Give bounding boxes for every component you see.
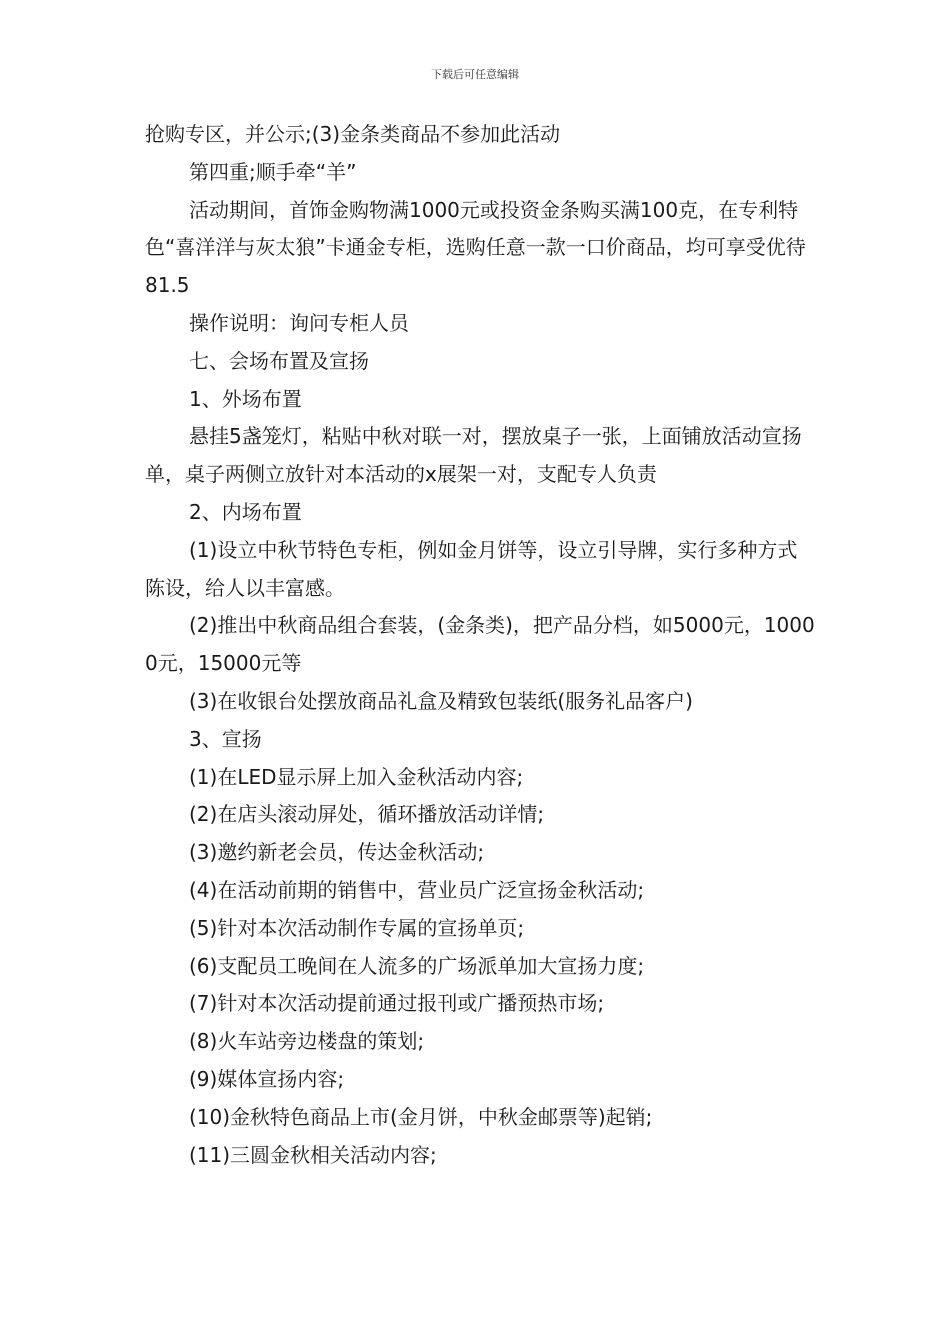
promotion-item-4: (4)在活动前期的销售中，营业员广泛宣扬金秋活动; (189, 877, 645, 902)
promotion-item-3: (3)邀约新老会员，传达金秋活动; (189, 840, 485, 865)
paragraph-3: 活动期间，首饰金购物满1000元或投资金条购买满100克，在专利特色“喜洋洋与灰太狼”卡通金专柜，选购任意一款一口价商品，均可享受优待81.5 (145, 197, 806, 298)
promotion-item-11: (11)三圆金秋相关活动内容; (189, 1142, 437, 1167)
paragraph-4: 操作说明：询问专柜人员 (189, 310, 409, 335)
indoor-item-3: (3)在收银台处摆放商品礼盒及精致包装纸(服务礼品客户) (189, 688, 693, 713)
paragraph-outdoor: 悬挂5盏笼灯，粘贴中秋对联一对，摆放桌子一张，上面铺放活动宣扬单，桌子两侧立放针对本活动的x展架一对，支配专人负责 (145, 424, 802, 487)
promotion-item-10: (10)金秋特色商品上市(金月饼，中秋金邮票等)起销; (189, 1104, 653, 1129)
subheading-promotion: 3、宣扬 (189, 726, 262, 751)
indoor-item-1: (1)设立中秋节特色专柜，例如金月饼等，设立引导牌，实行多种方式陈设，给人以丰富感。 (145, 537, 798, 600)
document-body (145, 116, 817, 1174)
subheading-outdoor: 1、外场布置 (189, 386, 302, 411)
promotion-item-8: (8)火车站旁边楼盘的策划; (189, 1029, 425, 1054)
page-header: 下载后可任意编辑 (431, 68, 519, 81)
paragraph-2: 第四重;顺手牵“羊” (189, 159, 357, 184)
promotion-item-2: (2)在店头滚动屏处，循环播放活动详情; (189, 802, 545, 827)
promotion-item-1: (1)在LED显示屏上加入金秋活动内容; (189, 764, 524, 789)
promotion-item-7: (7)针对本次活动提前通过报刊或广播预热市场; (189, 991, 605, 1016)
section-heading-7: 七、会场布置及宣扬 (189, 348, 369, 373)
subheading-indoor: 2、内场布置 (189, 499, 302, 524)
paragraph-1: 抢购专区，并公示;(3)金条类商品不参加此活动 (145, 122, 561, 146)
indoor-item-2: (2)推出中秋商品组合套装，(金条类)，把产品分档，如5000元，10000元，15000元等 (145, 613, 815, 676)
promotion-item-5: (5)针对本次活动制作专属的宣扬单页; (189, 915, 525, 940)
promotion-item-6: (6)支配员工晚间在人流多的广场派单加大宣扬力度; (189, 953, 645, 978)
promotion-item-9: (9)媒体宣扬内容; (189, 1066, 345, 1091)
